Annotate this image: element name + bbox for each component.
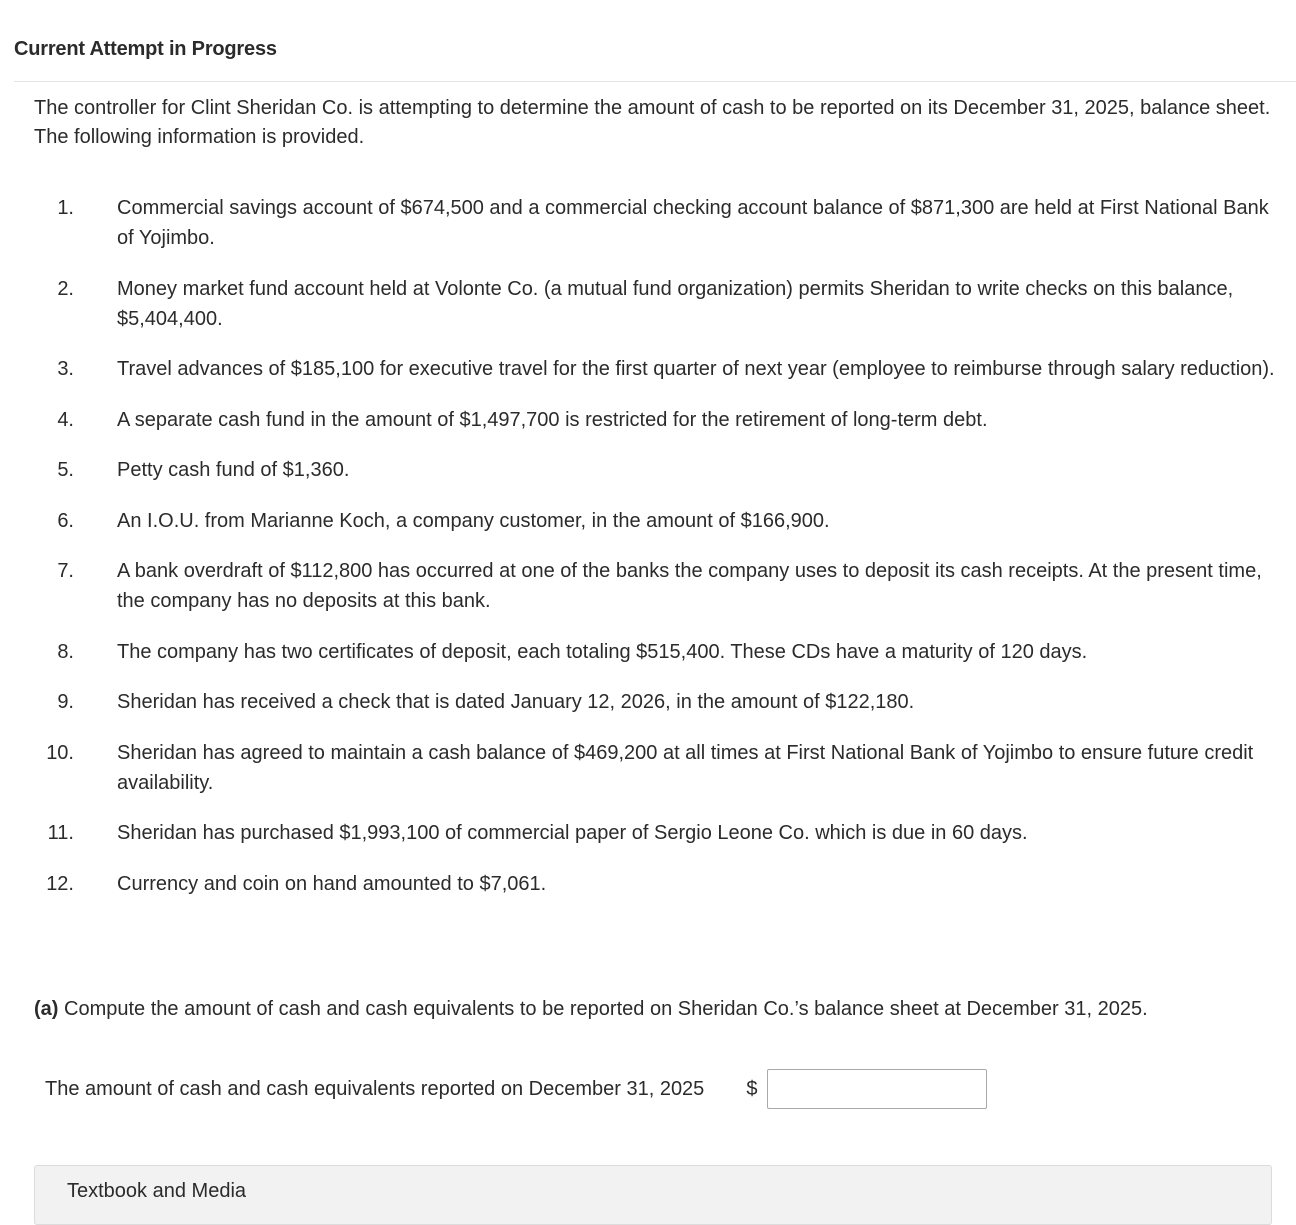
list-item-number: 1.: [57, 197, 74, 219]
list-item: [34, 405, 1284, 435]
header-divider: [14, 81, 1296, 82]
list-item: [34, 687, 1284, 717]
list-item-number: 4.: [57, 408, 74, 431]
list-item: [34, 274, 1284, 334]
list-item-text: A separate cash fund in the amount of $1,497,700 is restricted for the retirement of long-term debt.: [117, 408, 988, 431]
list-item: [34, 738, 1284, 798]
list-item-text: Commercial savings account of $674,500 and a commercial checking account balance of $871,300 are held at First National Bank of Yojimbo.: [117, 197, 1269, 249]
list-item: [34, 506, 1284, 536]
question-part-label: (a): [34, 998, 59, 1020]
list-item-number: 10.: [46, 741, 74, 764]
list-item-number: 8.: [57, 640, 74, 663]
list-item-text: Petty cash fund of $1,360.: [117, 459, 350, 481]
list-item-text: Sheridan has agreed to maintain a cash balance of $469,200 at all times at First National Bank of Yojimbo to ensure future credit availability.: [117, 741, 1254, 794]
problem-intro: The controller for Clint Sheridan Co. is attempting to determine the amount of cash to be reported on its December 31, 2025, balance sheet. The following information is provided.: [34, 97, 1271, 148]
list-item-number: 6.: [57, 509, 74, 532]
cash-amount-input[interactable]: [767, 1069, 987, 1109]
list-item-number: 9.: [57, 691, 74, 713]
list-item: [34, 869, 1284, 899]
list-item-text: An I.O.U. from Marianne Koch, a company customer, in the amount of $166,900.: [117, 509, 830, 532]
list-item: [34, 354, 1284, 384]
answer-label: The amount of cash and cash equivalents reported on December 31, 2025: [45, 1077, 705, 1100]
list-item-number: 3.: [57, 358, 74, 380]
list-item-text: Sheridan has purchased $1,993,100 of commercial paper of Sergio Leone Co. which is due in 60 days.: [117, 822, 1028, 844]
list-item: [34, 193, 1284, 253]
list-item-text: Currency and coin on hand amounted to $7,061.: [117, 872, 547, 895]
list-item: [34, 556, 1284, 616]
textbook-media-label: Textbook and Media: [67, 1180, 247, 1202]
list-item-text: The company has two certificates of deposit, each totaling $515,400. These CDs have a maturity of 120 days.: [117, 640, 1088, 663]
list-item-text: Money market fund account held at Volonte Co. (a mutual fund organization) permits Sheridan to write checks on this balance, $5,404,400.: [117, 277, 1234, 330]
currency-symbol: $: [746, 1077, 758, 1100]
list-item: [34, 637, 1284, 667]
list-item-text: Travel advances of $185,100 for executive travel for the first quarter of next year (employee to reimburse through salary reduction).: [117, 358, 1275, 380]
list-item-number: 5.: [57, 459, 74, 481]
list-item-number: 2.: [57, 277, 74, 300]
list-item: [34, 818, 1284, 848]
question-prompt: [34, 995, 1284, 1024]
textbook-media-panel[interactable]: [34, 1165, 1272, 1225]
answer-row: [45, 1067, 987, 1111]
list-item-number: 11.: [47, 822, 74, 844]
attempt-status-heading: Current Attempt in Progress: [14, 38, 277, 60]
list-item: [34, 455, 1284, 485]
list-item-number: 7.: [57, 560, 74, 582]
list-item-text: A bank overdraft of $112,800 has occurred at one of the banks the company uses to deposit its cash receipts. At the present time, the company has no deposits at this bank.: [117, 560, 1262, 612]
list-item-number: 12.: [46, 872, 74, 895]
question-text: Compute the amount of cash and cash equivalents to be reported on Sheridan Co.’s balance sheet at December 31, 2025.: [64, 998, 1148, 1020]
information-list: [34, 193, 1284, 919]
list-item-text: Sheridan has received a check that is dated January 12, 2026, in the amount of $122,180.: [117, 691, 915, 713]
